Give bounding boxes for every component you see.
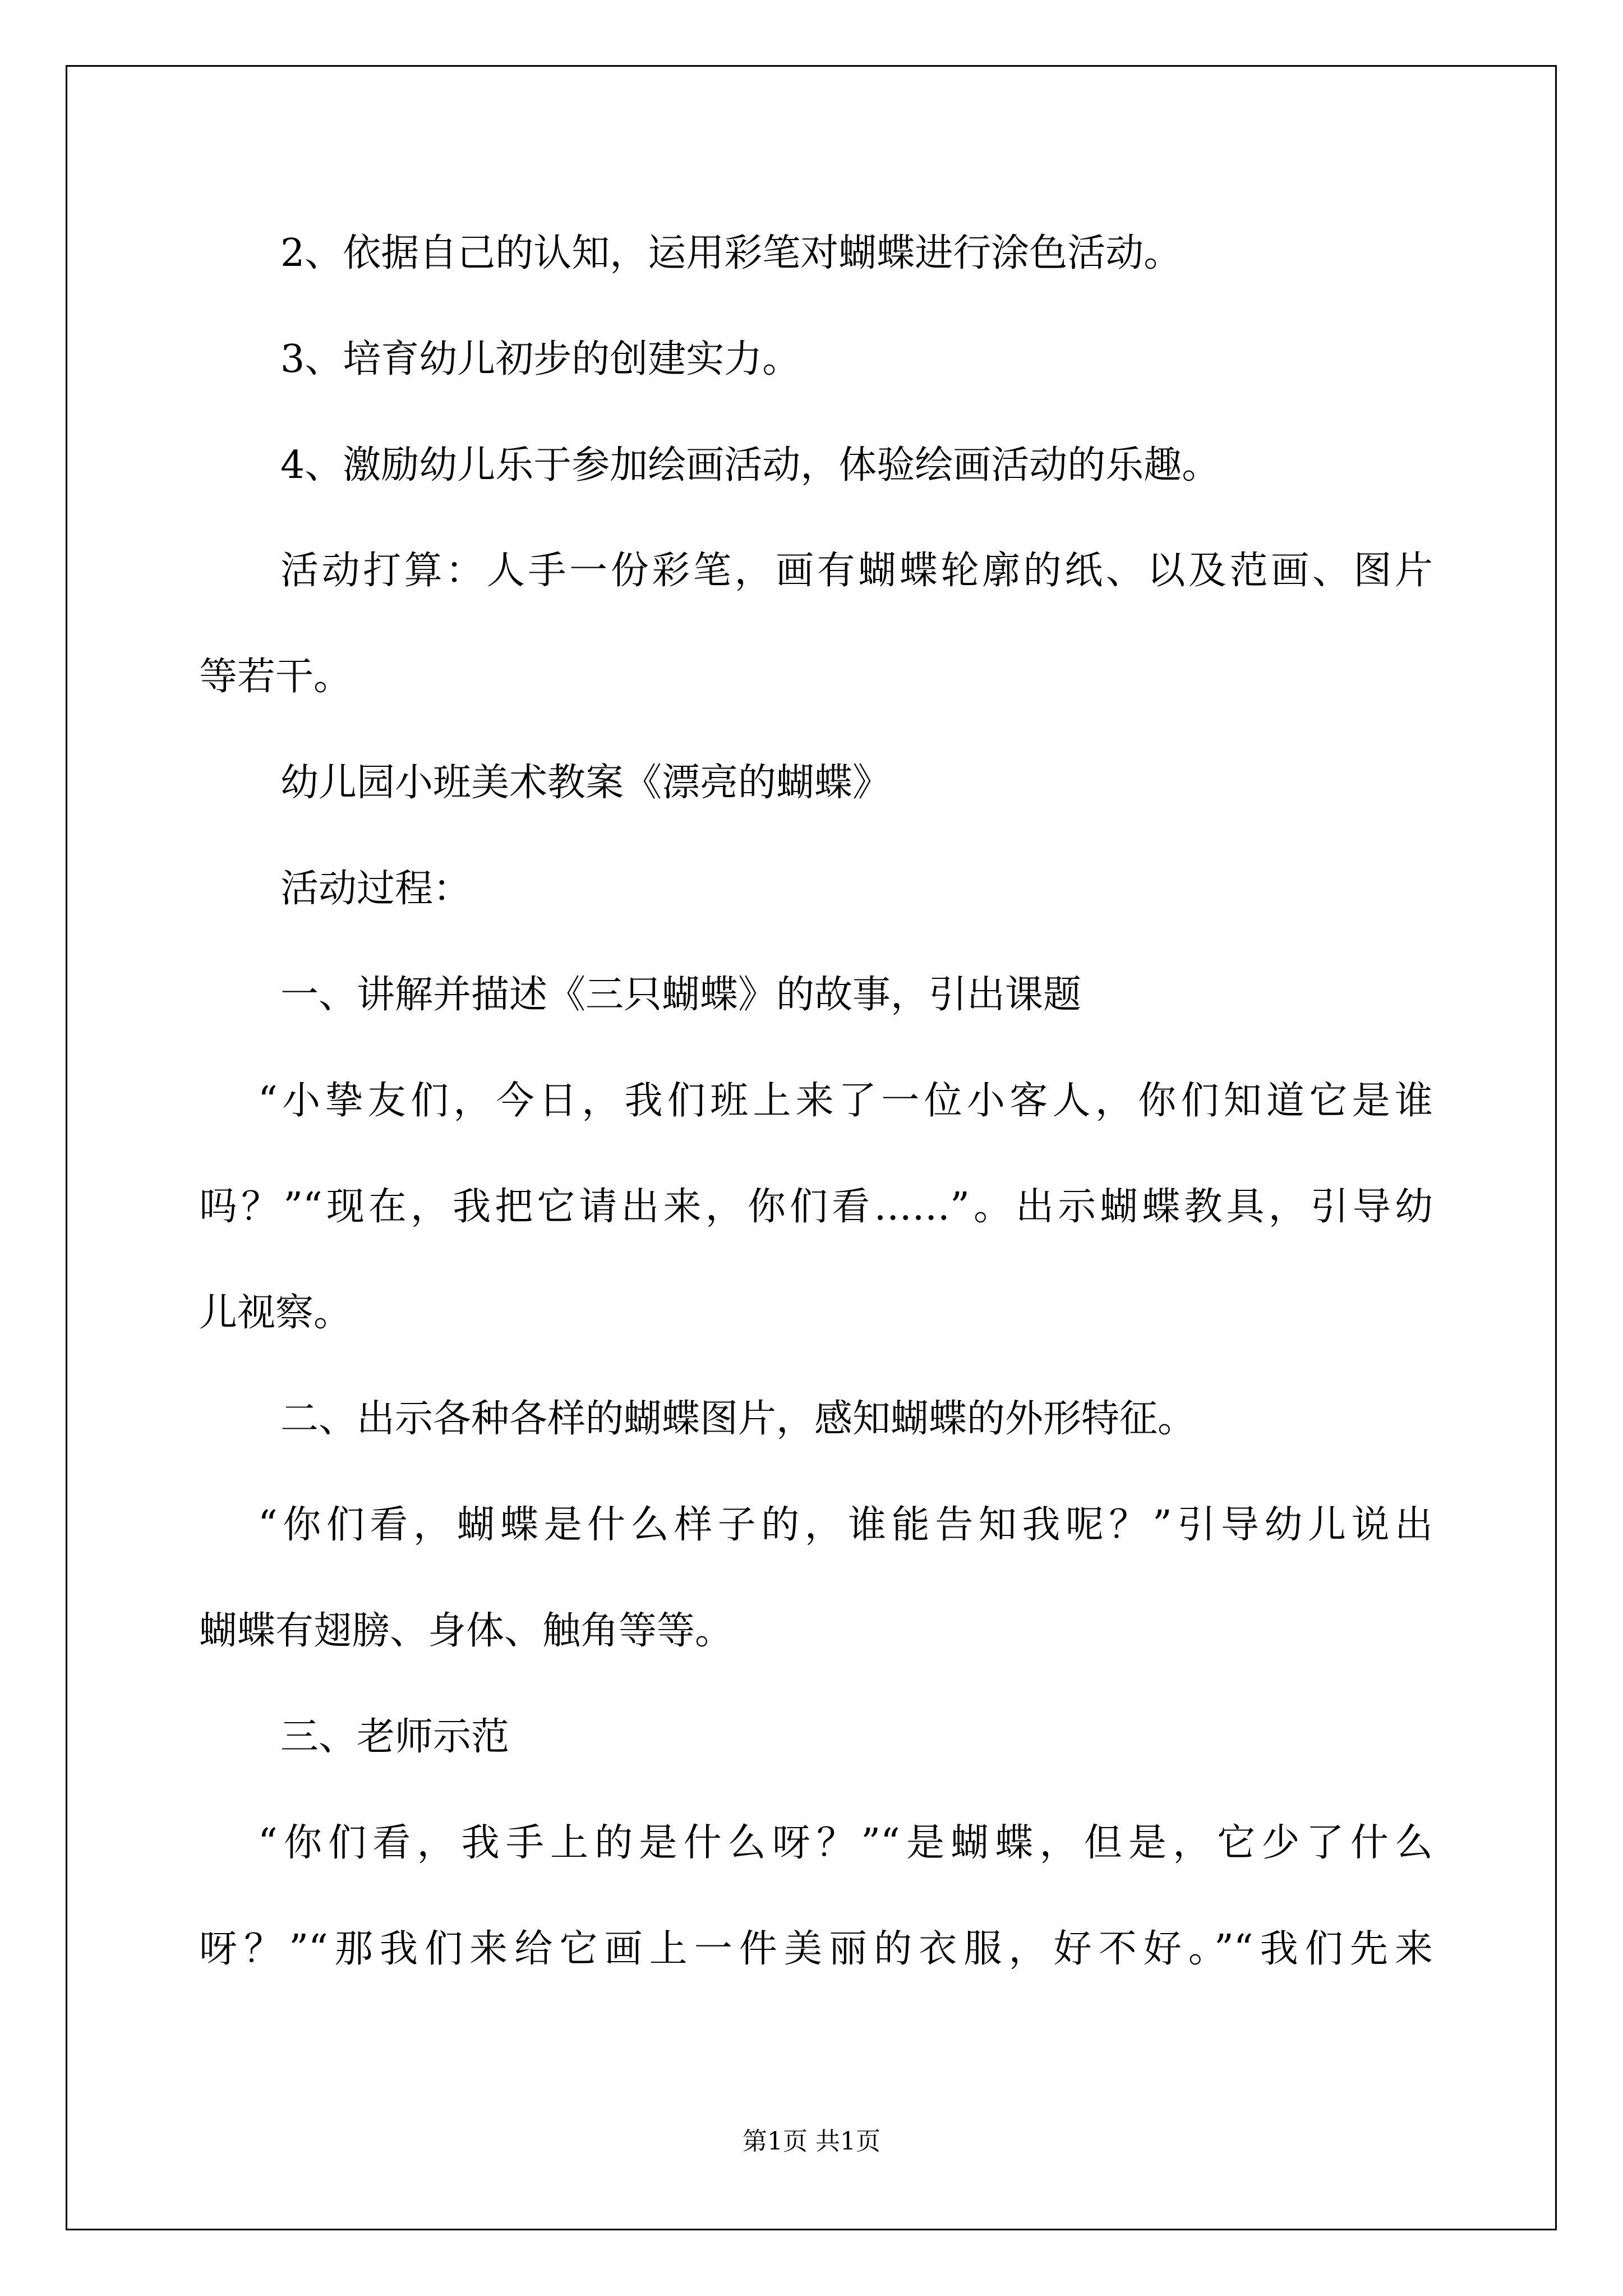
text-line-4: 活动打算：人手一份彩笔，画有蝴蝶轮廓的纸、以及范画、图片 — [280, 549, 1433, 593]
text-line-7: 活动过程： — [280, 867, 472, 911]
text-line-16: “你们看，我手上的是什么呀？”“是蝴蝶，但是，它少了什么 — [258, 1821, 1433, 1865]
text-line-13: “你们看，蝴蝶是什么样子的，谁能告知我呢？”引导幼儿说出 — [258, 1503, 1433, 1547]
text-line-2: 3、培育幼儿初步的创建实力。 — [280, 337, 801, 381]
text-line-11: 儿视察。 — [199, 1291, 352, 1335]
text-line-15: 三、老师示范 — [280, 1715, 510, 1759]
text-line-8: 一、讲解并描述《三只蝴蝶》的故事，引出课题 — [280, 973, 1082, 1017]
text-line-17: 呀？”“那我们来给它画上一件美丽的衣服，好不好。”“我们先来 — [199, 1927, 1433, 1971]
text-line-3: 4、激励幼儿乐于参加绘画活动，体验绘画活动的乐趣。 — [280, 443, 1220, 487]
page-footer: 第1页 共1页 — [743, 2127, 880, 2156]
page-border — [66, 65, 1557, 2230]
text-line-6: 幼儿园小班美术教案《漂亮的蝴蝶》 — [280, 761, 891, 805]
text-line-14: 蝴蝶有翅膀、身体、触角等等。 — [199, 1609, 734, 1653]
text-line-1: 2、依据自己的认知，运用彩笔对蝴蝶进行涂色活动。 — [280, 231, 1182, 275]
text-line-9: “小挚友们，今日，我们班上来了一位小客人，你们知道它是谁 — [258, 1079, 1433, 1123]
text-line-10: 吗？”“现在，我把它请出来，你们看……”。出示蝴蝶教具，引导幼 — [199, 1185, 1433, 1229]
text-line-12: 二、出示各种各样的蝴蝶图片，感知蝴蝶的外形特征。 — [280, 1397, 1196, 1441]
text-line-5: 等若干。 — [199, 655, 352, 699]
